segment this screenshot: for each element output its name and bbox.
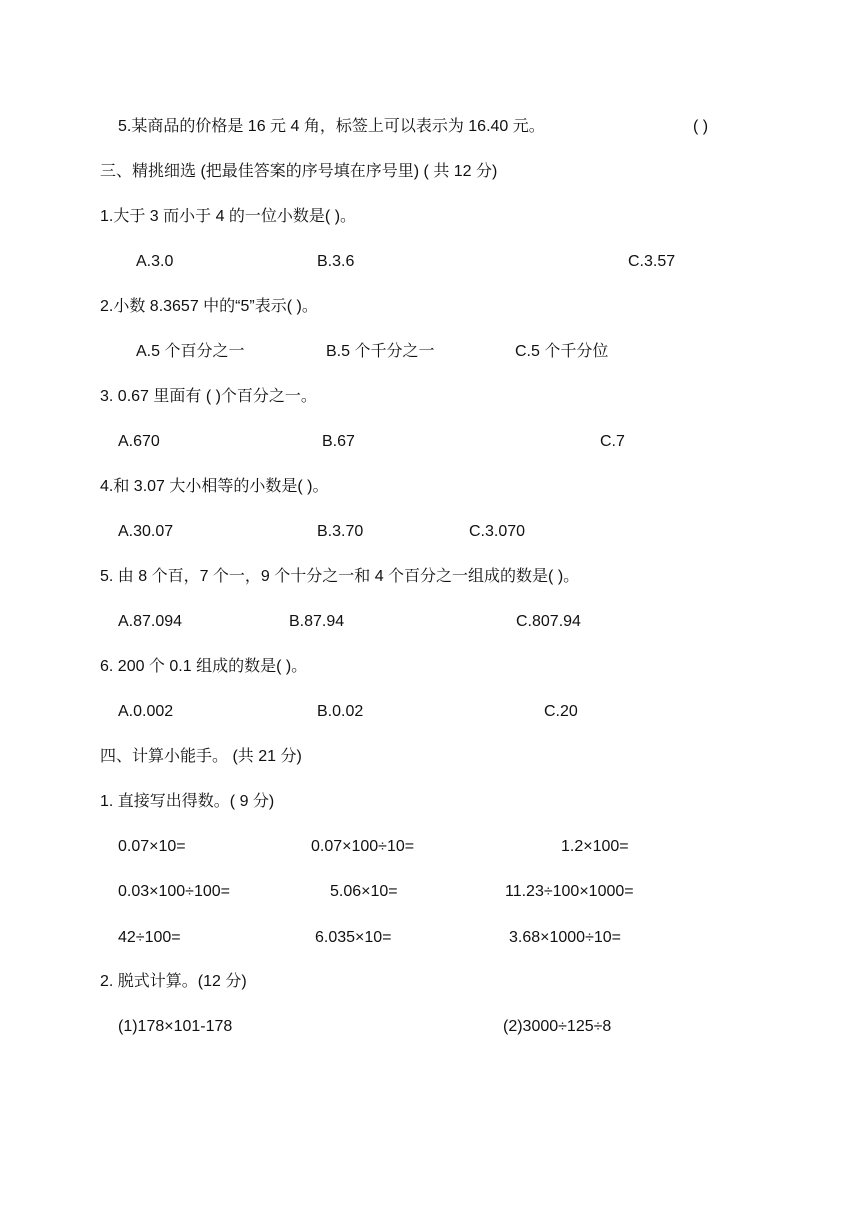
option-c: C.5 个千分位: [515, 343, 609, 360]
option-b: B.87.94: [289, 613, 345, 630]
option-a: A.3.0: [136, 253, 174, 270]
section-title: 四、计算小能手。 (共 21 分): [100, 748, 302, 765]
calc-item: (1)178×101-178: [118, 1018, 233, 1035]
option-a: A.5 个百分之一: [136, 343, 245, 360]
calc-item: (2)3000÷125÷8: [503, 1018, 612, 1035]
option-a: A.0.002: [118, 703, 174, 720]
subsection-title: 1. 直接写出得数。( 9 分): [100, 793, 275, 810]
calc-item: 6.035×10=: [315, 929, 392, 946]
option-a: A.670: [118, 433, 160, 450]
option-c: C.3.070: [469, 523, 526, 540]
question-stem: 5. 由 8 个百，7 个一，9 个十分之一和 4 个百分之一组成的数是( )。: [100, 568, 580, 585]
option-b: B.3.70: [317, 523, 364, 540]
tf-item-5: 5.某商品的价格是 16 元 4 角，标签上可以表示为 16.40 元。: [118, 118, 545, 135]
option-b: B.5 个千分之一: [326, 343, 435, 360]
option-c: C.807.94: [516, 613, 581, 630]
calc-item: 42÷100=: [118, 929, 181, 946]
question-stem: 6. 200 个 0.1 组成的数是( )。: [100, 658, 308, 675]
question-stem: 4.和 3.07 大小相等的小数是( )。: [100, 478, 329, 495]
option-b: B.3.6: [317, 253, 355, 270]
option-b: B.67: [322, 433, 355, 450]
calc-item: 11.23÷100×1000=: [505, 883, 634, 900]
calc-item: 0.07×10=: [118, 838, 186, 855]
question-stem: 3. 0.67 里面有 ( )个百分之一。: [100, 388, 317, 405]
calc-item: 5.06×10=: [330, 883, 398, 900]
option-a: A.30.07: [118, 523, 174, 540]
calc-item: 3.68×1000÷10=: [509, 929, 621, 946]
option-b: B.0.02: [317, 703, 364, 720]
option-c: C.7: [600, 433, 625, 450]
calc-item: 0.03×100÷100=: [118, 883, 230, 900]
section-title: 三、精挑细选 (把最佳答案的序号填在序号里) ( 共 12 分): [100, 163, 498, 180]
question-stem: 1.大于 3 而小于 4 的一位小数是( )。: [100, 208, 357, 225]
answer-bracket: ( ): [693, 118, 709, 135]
calc-item: 0.07×100÷10=: [311, 838, 415, 855]
option-c: C.20: [544, 703, 578, 720]
question-stem: 2.小数 8.3657 中的“5”表示( )。: [100, 298, 318, 315]
subsection-title: 2. 脱式计算。(12 分): [100, 973, 247, 990]
option-a: A.87.094: [118, 613, 183, 630]
calc-item: 1.2×100=: [561, 838, 629, 855]
option-c: C.3.57: [628, 253, 676, 270]
